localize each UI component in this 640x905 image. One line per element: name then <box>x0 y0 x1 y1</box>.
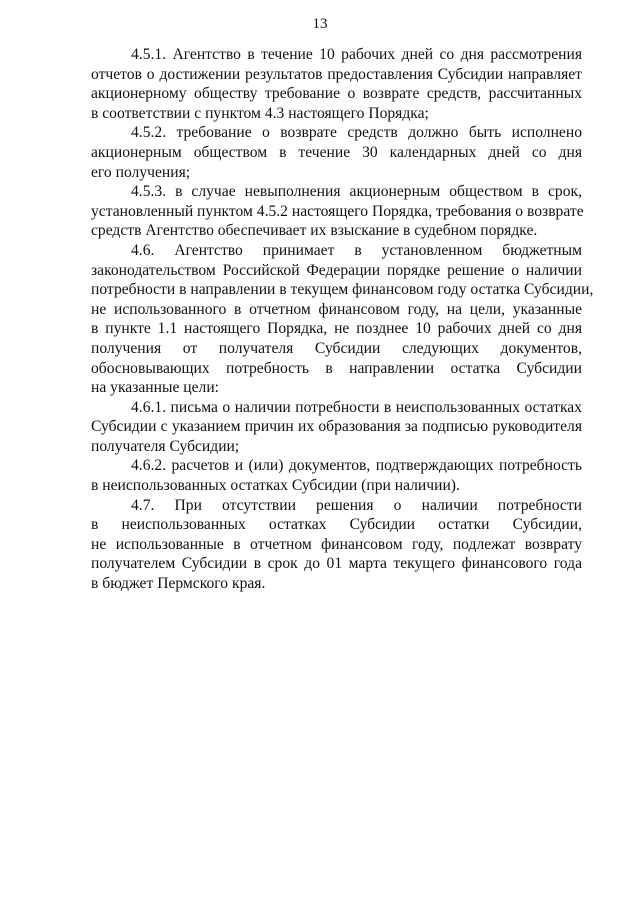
text-line: 4.5.3. в случае невыполнения акционерным обществом в срок, <box>131 183 582 201</box>
text-line: в неиспользованных остатках Субсидии остатки Субсидии, <box>91 516 582 534</box>
text-line: 4.7. При отсутствии решения о наличии потребности <box>131 496 582 514</box>
text-line: в соответствии с пунктом 4.3 настоящего Порядка; <box>91 104 429 122</box>
text-line: средств Агентство обеспечивает их взыскание в судебном порядке. <box>91 222 538 240</box>
paragraph-4-6 <box>91 241 594 398</box>
text-line: 4.6.2. расчетов и (или) документов, подтверждающих потребность <box>131 457 582 475</box>
text-line: получателем Субсидии в срок до 01 марта текущего финансового года <box>91 555 582 573</box>
text-line: 4.5.2. требование о возврате средств должно быть исполнено <box>131 124 582 142</box>
text-line: на указанные цели: <box>91 379 220 397</box>
text-line: 4.6. Агентство принимает в установленном бюджетным <box>131 241 582 259</box>
paragraph-4-5-3 <box>91 182 582 241</box>
text-line: не использованные в отчетном финансовом году, подлежат возврату <box>91 535 582 553</box>
paragraph-4-6-2 <box>91 456 582 495</box>
text-line: законодательством Российской Федерации порядке решение о наличии <box>91 261 582 279</box>
text-line: акционерному обществу требование о возврате средств, рассчитанных <box>91 85 582 103</box>
text-line: в неиспользованных остатках Субсидии (при наличии). <box>91 477 460 495</box>
paragraph-4-7 <box>91 496 582 594</box>
text-line: 4.5.1. Агентство в течение 10 рабочих дней со дня рассмотрения <box>131 46 582 63</box>
text-line: акционерным обществом в течение 30 календарных дней со дня <box>91 143 582 161</box>
text-line: в бюджет Пермского края. <box>91 575 266 593</box>
text-line: Субсидии с указанием причин их образования за подписью руководителя <box>91 418 582 436</box>
text-line: его получения; <box>91 163 191 181</box>
text-line: 4.6.1. письма о наличии потребности в неиспользованных остатках <box>131 398 582 416</box>
paragraph-4-5-2 <box>91 123 582 182</box>
text-line: получателя Субсидии; <box>91 437 240 455</box>
page-number: 13 <box>312 16 328 32</box>
text-line: обосновывающих потребность в направлении остатка Субсидии <box>91 359 582 377</box>
document-body <box>91 45 594 594</box>
text-line: отчетов о достижении результатов предоставления Субсидии направляет <box>91 65 582 83</box>
paragraph-4-5-1 <box>91 45 582 123</box>
text-line: получения от получателя Субсидии следующих документов, <box>91 339 582 357</box>
text-line: в пункте 1.1 настоящего Порядка, не позднее 10 рабочих дней со дня <box>91 320 582 338</box>
text-line: не использованного в отчетном финансовом году, на цели, указанные <box>91 300 582 318</box>
text-line: установленный пунктом 4.5.2 настоящего Порядка, требования о возврате <box>91 202 584 220</box>
paragraph-4-6-1 <box>91 398 582 457</box>
text-line: потребности в направлении в текущем финансовом году остатка Субсидии, <box>91 281 594 299</box>
